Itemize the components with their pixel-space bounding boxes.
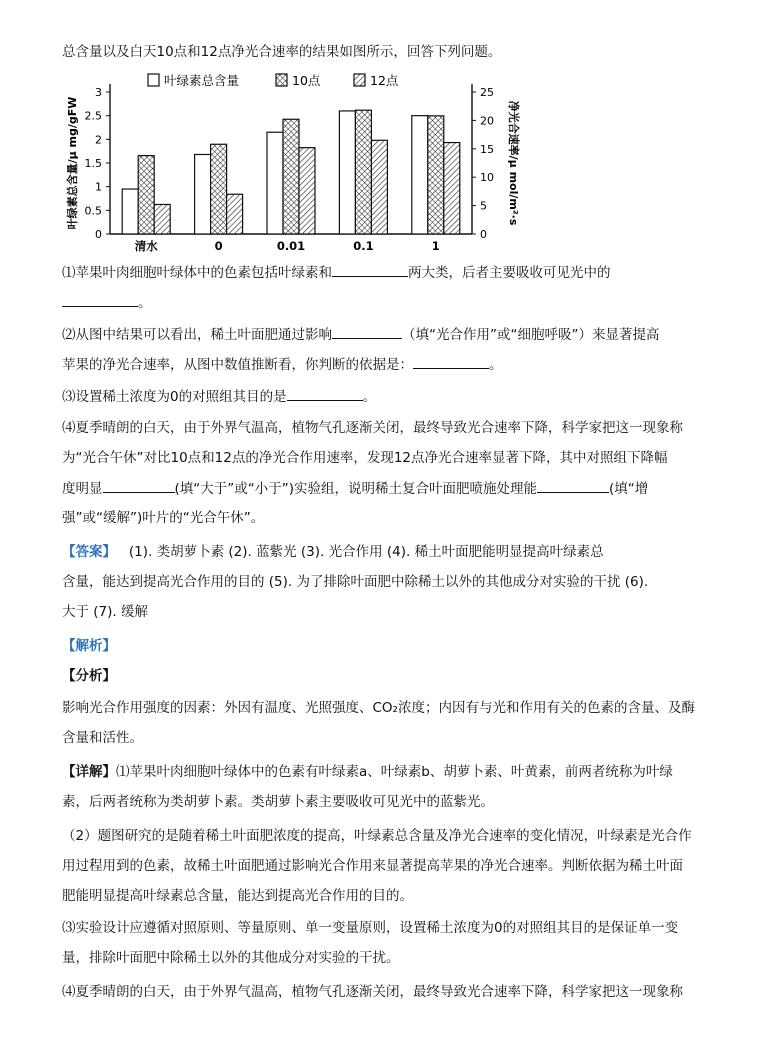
bar	[227, 194, 243, 234]
bar	[195, 154, 211, 234]
answer-line-2: 含量，能达到提高光合作用的目的 (5). 为了排除叶面肥中除稀土以外的其他成分对实验的干扰 (6).	[62, 574, 649, 590]
right-axis-label: 净光合速率/μ mol/m²·s	[507, 100, 520, 226]
bar	[211, 144, 227, 234]
left-tick-label: 1.5	[84, 157, 102, 170]
question-4-line-4: 强”或“缓解”)叶片的“光合午休”。	[62, 510, 265, 526]
bar	[412, 116, 428, 234]
x-tick-label: 0.01	[276, 239, 306, 253]
fenxi-line-2: 含量和活性。	[62, 730, 143, 746]
question-4-line-2: 为“光合午休”对比10点和12点的净光合作用速率，发现12点净光合速率显著下降，其中对照组下降幅	[62, 450, 668, 466]
question-2-line-1: ⑵从图中结果可以看出，稀土叶面肥通过影响 （填“光合作用”或“细胞呼吸”）来显著提高	[62, 324, 659, 345]
left-tick-label: 0	[95, 228, 102, 241]
right-tick-label: 25	[480, 86, 494, 99]
answer-line-3: 大于 (7). 缓解	[62, 604, 148, 620]
answer-blank[interactable]	[332, 262, 408, 277]
x-tick-label: 0.1	[353, 239, 374, 253]
bar	[355, 110, 371, 234]
bar	[138, 156, 154, 234]
bar	[154, 204, 170, 234]
legend-label: 叶绿素总含量	[164, 73, 240, 88]
legend-swatch	[354, 74, 365, 86]
question-3: ⑶设置稀土浓度为0的对照组其目的是 。	[62, 386, 376, 407]
legend-label: 10点	[292, 73, 321, 88]
right-tick-label: 20	[480, 114, 494, 128]
right-tick-label: 0	[480, 228, 487, 241]
bar-chart	[62, 72, 532, 257]
question-1-line-2: 。	[62, 292, 152, 313]
question-4-line-1: ⑷夏季晴朗的白天，由于外界气温高，植物气孔逐渐关闭，最终导致光合速率下降，科学家把这一现象称	[62, 420, 683, 436]
detail-line-3: （2）题图研究的是随着稀土叶面肥浓度的提高，叶绿素总含量及净光合速率的变化情况，叶绿素是光合作	[62, 828, 692, 844]
left-tick-label: 0.5	[84, 204, 102, 218]
left-tick-label: 2.5	[84, 109, 102, 123]
bar	[299, 148, 315, 234]
legend-swatch	[148, 74, 159, 86]
detail-line-5: 肥能明显提高叶绿素总含量，能达到提高光合作用的目的。	[62, 888, 413, 904]
bar	[122, 189, 138, 234]
legend-swatch	[276, 74, 287, 86]
bar	[283, 119, 299, 234]
answer-blank[interactable]	[62, 292, 138, 307]
question-4-line-3: 度明显 (填“大于”或“小于”)实验组，说明稀土复合叶面肥喷施处理能 (填“增	[62, 478, 648, 499]
bar	[339, 111, 355, 234]
right-tick-label: 5	[480, 199, 487, 213]
legend-label: 12点	[370, 73, 399, 88]
detail-line-2: 素，后两者统称为类胡萝卜素。类胡萝卜素主要吸收可见光中的蓝紫光。	[62, 794, 494, 810]
intro-text: 总含量以及白天10点和12点净光合速率的结果如图所示，回答下列问题。	[62, 44, 502, 60]
analysis-tag: 【解析】	[62, 638, 116, 654]
detail-tag: 【详解】	[62, 764, 116, 780]
x-tick-label: 1	[431, 239, 440, 253]
bar	[267, 132, 283, 234]
question-1-line-1: ⑴苹果叶肉细胞叶绿体中的色素包括叶绿素和 两大类，后者主要吸收可见光中的	[62, 262, 611, 283]
x-tick-label: 清水	[134, 239, 158, 253]
answer-blank[interactable]	[332, 324, 402, 339]
answer-blank[interactable]	[537, 478, 609, 493]
bar	[428, 116, 444, 234]
answer-blank[interactable]	[413, 354, 489, 369]
left-tick-label: 1	[95, 180, 102, 194]
left-tick-label: 2	[95, 133, 102, 147]
bar	[371, 140, 387, 234]
bar	[444, 143, 460, 234]
answer-tag: 【答案】	[62, 544, 116, 560]
right-tick-label: 10	[480, 171, 494, 185]
fenxi-line-1: 影响光合作用强度的因素：外因有温度、光照强度、CO₂浓度；内因有与光和作用有关的色素的含量、及酶	[62, 700, 695, 716]
detail-line-7: 量，排除叶面肥中除稀土以外的其他成分对实验的干扰。	[62, 950, 400, 966]
detail-line-6: ⑶实验设计应遵循对照原则、等量原则、单一变量原则，设置稀土浓度为0的对照组其目的是保证单一变	[62, 920, 679, 936]
right-tick-label: 15	[480, 142, 494, 156]
x-tick-label: 0	[214, 239, 223, 253]
left-axis-label: 叶绿素总含量/μ mg/gFW	[66, 96, 79, 230]
detail-line-1: 【详解】⑴苹果叶肉细胞叶绿体中的色素有叶绿素a、叶绿素b、胡萝卜素、叶黄素，前两者统称为叶绿	[62, 764, 673, 780]
detail-line-8: ⑷夏季晴朗的白天，由于外界气温高，植物气孔逐渐关闭，最终导致光合速率下降，科学家把这一现象称	[62, 984, 683, 1000]
left-tick-label: 3	[95, 86, 102, 99]
question-2-line-2: 苹果的净光合速率，从图中数值推断看，你判断的依据是： 。	[62, 354, 503, 375]
answer-line-1: 【答案】 (1). 类胡萝卜素 (2). 蓝紫光 (3). 光合作用 (4). 稀土叶面肥能明显提高叶绿素总	[62, 544, 604, 560]
fenxi-tag: 【分析】	[62, 668, 116, 684]
answer-blank[interactable]	[287, 386, 363, 401]
answer-blank[interactable]	[103, 478, 175, 493]
detail-line-4: 用过程用到的色素，故稀土叶面肥通过影响光合作用来显著提高苹果的净光合速率。判断依据为稀土叶面	[62, 858, 683, 874]
